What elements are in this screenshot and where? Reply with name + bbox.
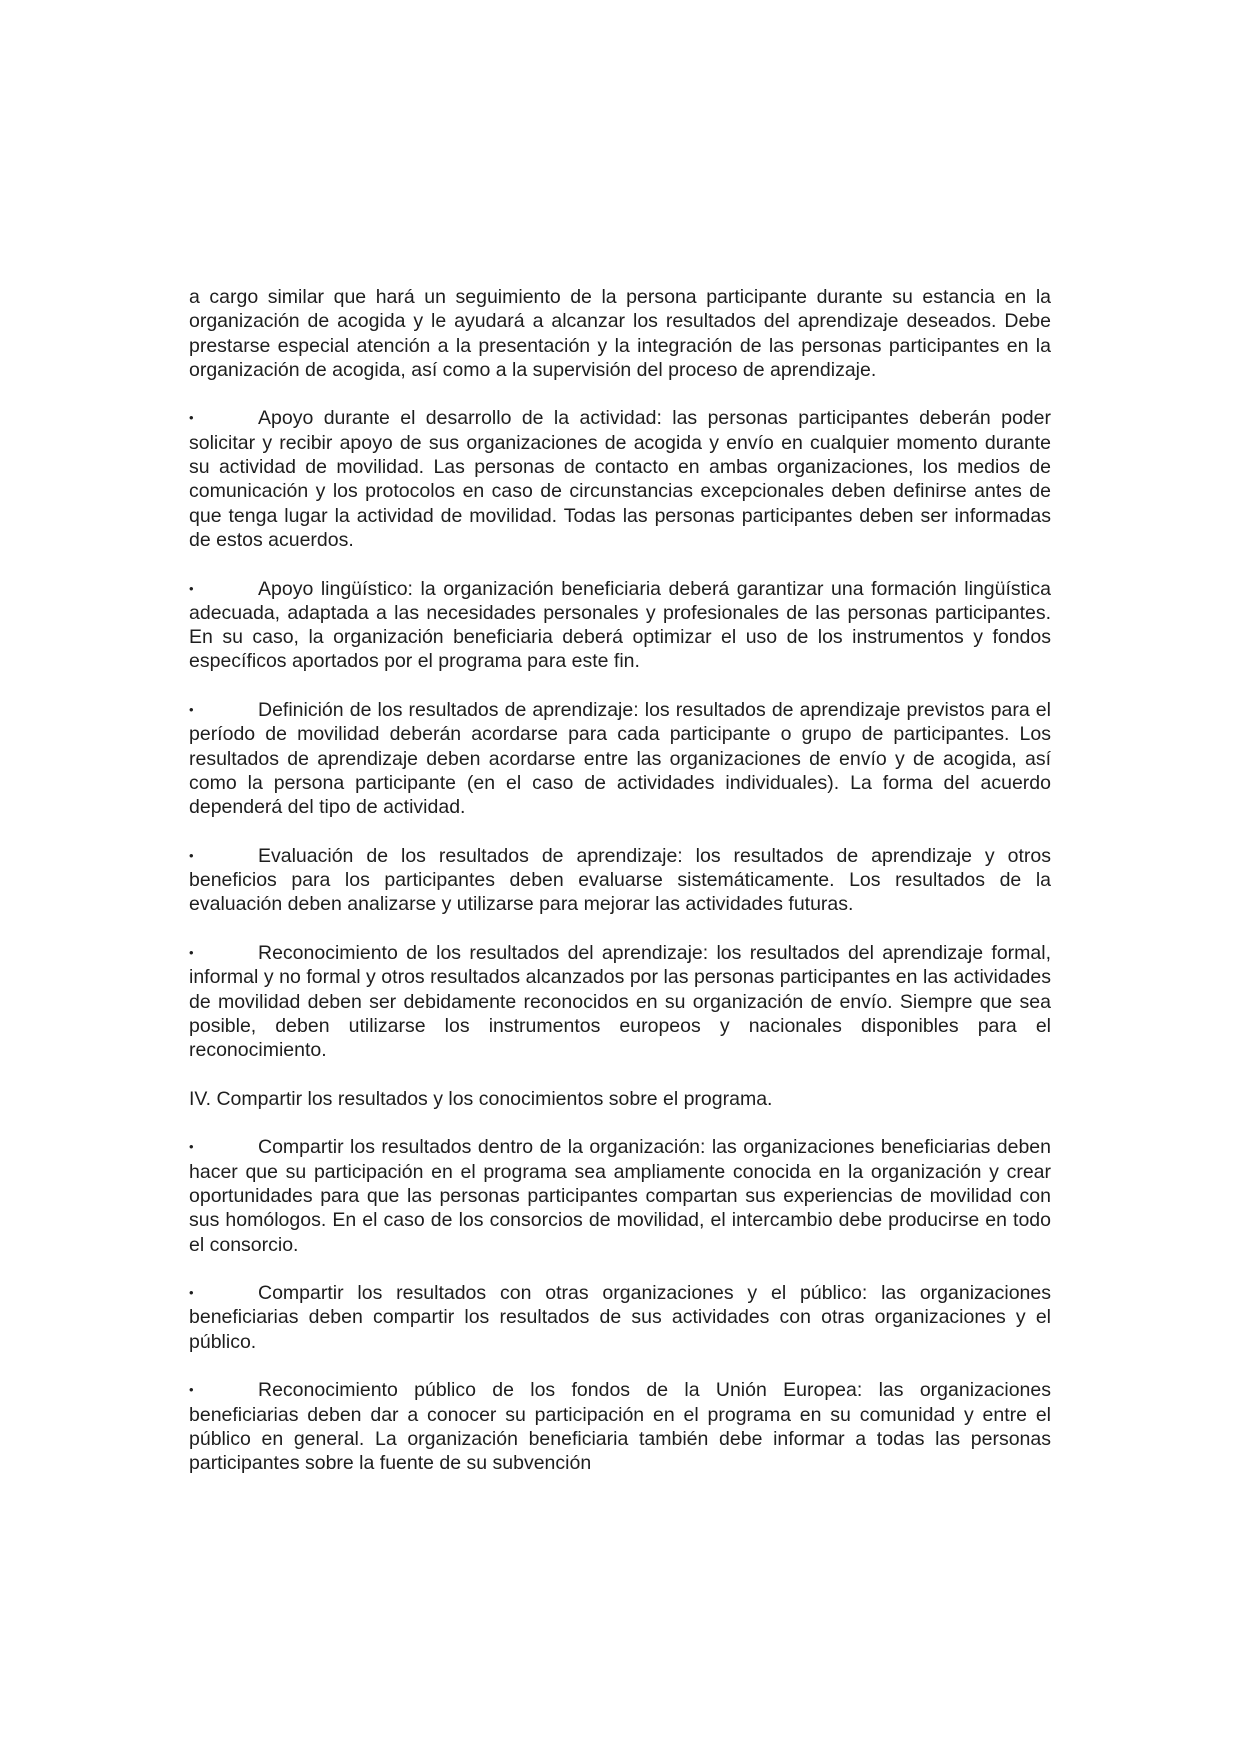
bullet-item-apoyo-linguistico [189,577,1051,674]
bullet-text: Reconocimiento público de los fondos de la Unión Europea: las organizaciones beneficiarias deben dar a conocer su participación en el programa en su comunidad y entre el público en general. La organización beneficiaria también debe informar a todas las personas participantes sobre la fuente de su subvención [189,1379,1051,1475]
bullet-text: Apoyo lingüístico: la organización beneficiaria deberá garantizar una formación lingüística adecuada, adaptada a las necesidades personales y profesionales de las personas participantes. En su caso, la organización beneficiaria deberá optimizar el uso de los instrumentos y fondos específicos aportados por el programa para este fin. [189,577,1051,673]
bullet-text: Compartir los resultados con otras organizaciones y el público: las organizaciones beneficiarias deben compartir los resultados de sus actividades con otras organizaciones y el público. [189,1282,1051,1353]
bullet-text: Reconocimiento de los resultados del aprendizaje: los resultados del aprendizaje formal, informal y no formal y otros resultados alcanzados por las personas participantes en las actividades de movilidad deben ser debidamente reconocidos en su organización de envío. Siempre que sea posible, deben utilizarse los instrumentos europeos y nacionales disponibles para el reconocimiento. [189,942,1051,1062]
bullet-item-apoyo-desarrollo [189,406,1051,552]
bullet-item-reconocimiento-fondos [189,1378,1051,1475]
bullet-icon: • [189,1382,194,1398]
bullet-item-reconocimiento-resultados [189,941,1051,1062]
bullet-text: Compartir los resultados dentro de la organización: las organizaciones beneficiarias deben hacer que su participación en el programa sea ampliamente conocida en la organización y crear oportunidades para que las personas participantes compartan sus experiencias de movilidad con sus homólogos. En el caso de los consorcios de movilidad, el intercambio debe producirse en todo el consorcio. [189,1136,1051,1256]
bullet-icon: • [189,945,194,961]
bullet-text: Apoyo durante el desarrollo de la actividad: las personas participantes deberán poder solicitar y recibir apoyo de sus organizaciones de acogida y envío en cualquier momento durante su actividad de movilidad. Las personas de contacto en ambas organizaciones, los medios de comunicación y los protocolos en caso de circunstancias excepcionales deben definirse antes de que tenga lugar la actividad de movilidad. Todas las personas participantes deben ser informadas de estos acuerdos. [189,407,1051,551]
bullet-icon: • [189,1285,194,1301]
bullet-icon: • [189,410,194,426]
bullet-icon: • [189,580,194,596]
bullet-item-evaluacion-resultados [189,844,1051,917]
bullet-item-compartir-dentro [189,1135,1051,1256]
bullet-icon: • [189,702,194,718]
document-body [189,285,1051,1500]
intro-paragraph: a cargo similar que hará un seguimiento de la persona participante durante su estancia en la organización de acogida y le ayudará a alcanzar los resultados del aprendizaje deseados. Debe prestarse especial atención a la presentación y la integración de las personas participantes en la organización de acogida, así como a la supervisión del proceso de aprendizaje. [189,286,1051,381]
bullet-text: Evaluación de los resultados de aprendizaje: los resultados de aprendizaje y otros beneficios para los participantes deben evaluarse sistemáticamente. Los resultados de la evaluación deben analizarse y utilizarse para mejorar las actividades futuras. [189,844,1051,916]
bullet-item-definicion-resultados [189,698,1051,819]
bullet-text: Definición de los resultados de aprendizaje: los resultados de aprendizaje previstos para el período de movilidad deberán acordarse para cada participante o grupo de participantes. Los resultados de aprendizaje deben acordarse entre las organizaciones de envío y de acogida, así como la persona participante (en el caso de actividades individuales). La forma del acuerdo dependerá del tipo de actividad. [189,699,1051,819]
bullet-icon: • [189,847,194,863]
section-heading: IV. Compartir los resultados y los conocimientos sobre el programa. [189,1087,773,1110]
bullet-icon: • [189,1139,194,1155]
bullet-item-compartir-publico [189,1281,1051,1354]
